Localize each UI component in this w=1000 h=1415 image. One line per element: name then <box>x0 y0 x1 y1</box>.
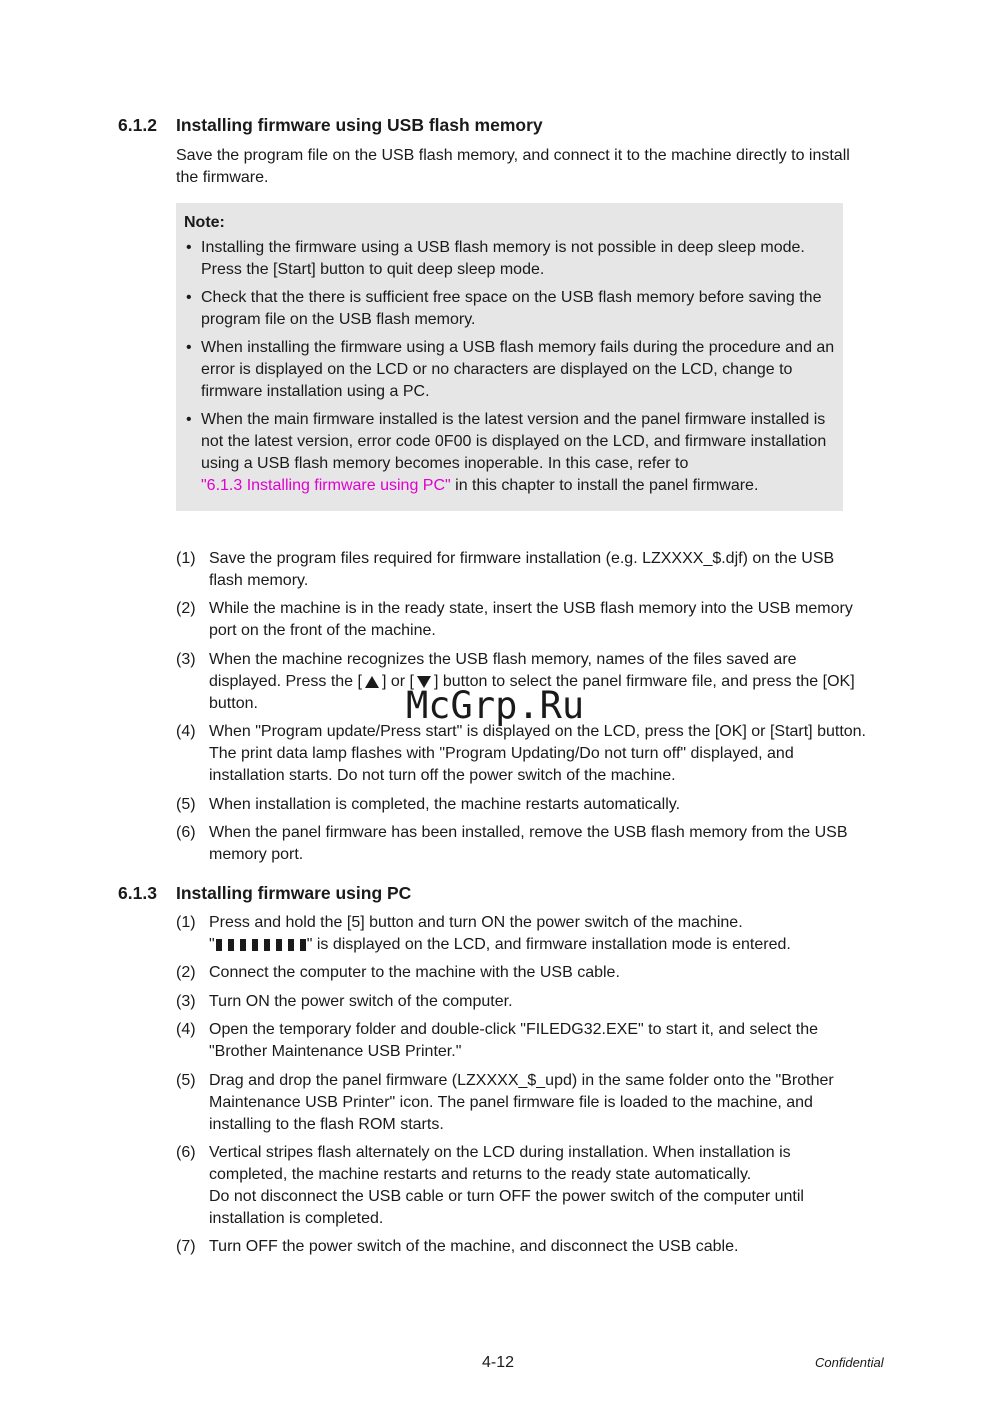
procedure-613 <box>176 912 866 1265</box>
note-list <box>184 237 835 497</box>
lcd-blocks-icon <box>216 939 306 951</box>
up-arrow-icon <box>365 676 379 688</box>
section-intro: Save the program file on the USB flash memory, and connect it to the machine directly to install the firmware. <box>176 147 850 186</box>
step-item: (5) Drag and drop the panel firmware (LZXXXX_$_upd) in the same folder onto the "Brother Maintenance USB Printer" icon. The panel firmware file is loaded to the machine, and installing to the flash ROM starts. <box>176 1071 834 1133</box>
step-item: (6) Vertical stripes flash alternately on the LCD during installation. When installation is completed, the machine restarts and returns to the ready state automatically. Do not disconnect the USB cable or turn OFF the power switch of the computer until installation is completed. <box>176 1143 804 1227</box>
note-item: • Check that the there is sufficient free space on the USB flash memory before saving the program file on the USB flash memory. <box>186 289 822 328</box>
step-item: (4) When "Program update/Press start" is displayed on the LCD, press the [OK] or [Start] button. The print data lamp flashes with "Program Updating/Do not turn off" displayed, and installation starts. Do not turn off the power switch of the machine. <box>176 723 866 785</box>
step-item: (1) Press and hold the [5] button and turn ON the power switch of the machine. " " is displayed on the LCD, and firmware installation mode is entered. <box>176 914 791 953</box>
section-number: 6.1.3 <box>118 883 157 903</box>
watermark: McGrp.Ru <box>406 684 585 727</box>
page-number: 4-12 <box>482 1354 515 1371</box>
note-item: • When the main firmware installed is the latest version and the panel firmware installed is not the latest version, error code 0F00 is displayed on the LCD, and firmware installation using a USB flash memory becomes inoperable. In this case, refer to "6.1.3 Installing firmware using PC" in this chapter to install the panel firmware. <box>186 411 827 494</box>
step-item: (7) Turn OFF the power switch of the machine, and disconnect the USB cable. <box>176 1238 739 1256</box>
note-item: • Installing the firmware using a USB flash memory is not possible in deep sleep mode. Press the [Start] button to quit deep sleep mode. <box>186 239 805 278</box>
note-box <box>176 203 843 511</box>
step-item: (2) Connect the computer to the machine with the USB cable. <box>176 964 620 982</box>
section-number: 6.1.2 <box>118 115 157 135</box>
confidential-label: Confidential <box>815 1355 884 1370</box>
section-title: Installing firmware using PC <box>176 883 412 903</box>
step-item: (6) When the panel firmware has been installed, remove the USB flash memory from the USB memory port. <box>176 823 848 863</box>
section-6-1-3-heading <box>118 882 411 904</box>
step-item: (4) Open the temporary folder and double-click "FILEDG32.EXE" to start it, and select the "Brother Maintenance USB Printer." <box>176 1021 818 1061</box>
note-title: Note: <box>184 214 225 231</box>
step-item: (2) While the machine is in the ready state, insert the USB flash memory into the USB memory port on the front of the machine. <box>176 600 853 640</box>
step-item: (3) Turn ON the power switch of the computer. <box>176 992 513 1010</box>
step-item: (5) When installation is completed, the machine restarts automatically. <box>176 795 681 813</box>
cross-reference-link[interactable]: "6.1.3 Installing firmware using PC" <box>201 477 451 494</box>
section-title: Installing firmware using USB flash memory <box>176 115 543 135</box>
section-6-1-2-heading <box>118 114 543 136</box>
step-item: (3) When the machine recognizes the USB flash memory, names of the files saved are displayed. Press the [ ] or [ ] button to select the panel firmware file, and press the [OK] button. <box>176 650 855 712</box>
step-item: (1) Save the program files required for firmware installation (e.g. LZXXXX_$.djf) on the USB flash memory. <box>176 550 835 589</box>
note-item: • When installing the firmware using a USB flash memory fails during the procedure and an error is displayed on the LCD or no characters are displayed on the LCD, change to firmware installation using a PC. <box>186 339 835 400</box>
